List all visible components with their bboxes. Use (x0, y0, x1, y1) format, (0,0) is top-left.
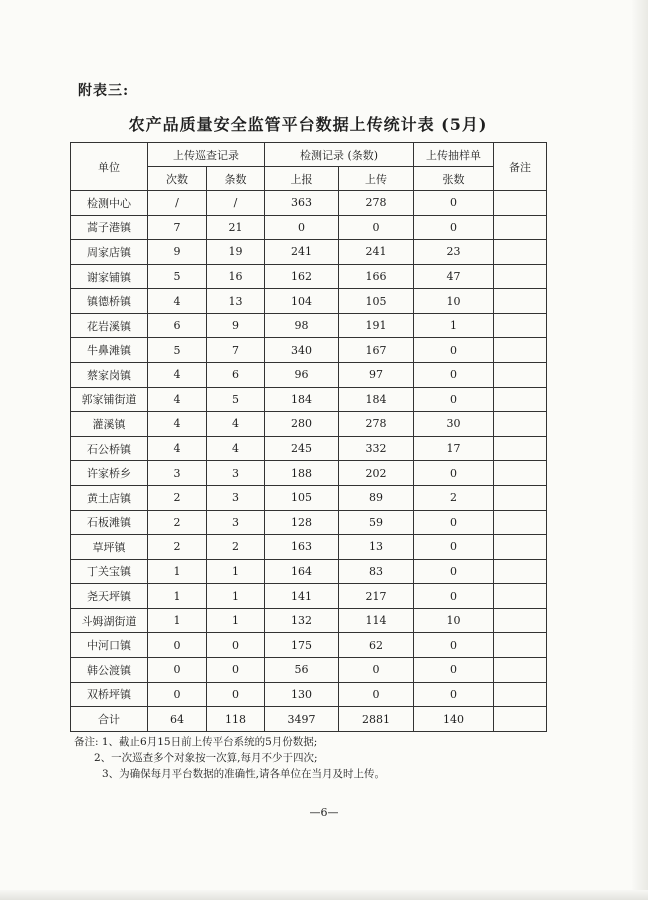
test-upload-cell: 62 (339, 633, 414, 658)
sampling-sheets-cell: 0 (414, 510, 494, 535)
test-upload-cell: 278 (339, 412, 414, 437)
unit-cell: 草坪镇 (71, 535, 148, 560)
sampling-sheets-cell: 23 (414, 240, 494, 265)
test-report-cell: 164 (265, 559, 339, 584)
header-patrol-items: 条数 (207, 167, 265, 191)
patrol-items-cell: 0 (207, 633, 265, 658)
page-bottom-shadow (0, 890, 648, 900)
table-row (71, 584, 547, 609)
remark-cell (494, 657, 547, 682)
test-report-cell: 98 (265, 313, 339, 338)
patrol-times-cell: 5 (148, 264, 207, 289)
total-patrol-times-cell: 64 (148, 707, 207, 732)
patrol-items-cell: 1 (207, 584, 265, 609)
patrol-times-cell: 4 (148, 387, 207, 412)
table-row (71, 240, 547, 265)
test-report-cell: 363 (265, 191, 339, 216)
unit-cell: 丁关宝镇 (71, 559, 148, 584)
test-report-cell: 128 (265, 510, 339, 535)
test-upload-cell: 0 (339, 657, 414, 682)
test-upload-cell: 0 (339, 682, 414, 707)
test-upload-cell: 59 (339, 510, 414, 535)
remark-cell (494, 682, 547, 707)
test-report-cell: 56 (265, 657, 339, 682)
patrol-times-cell: 0 (148, 682, 207, 707)
table-row (71, 338, 547, 363)
table-body (71, 191, 547, 732)
annex-label: 附表三: (78, 83, 130, 99)
test-upload-cell: 97 (339, 363, 414, 388)
test-upload-cell: 83 (339, 559, 414, 584)
total-unit-cell: 合计 (71, 707, 148, 732)
unit-cell: 石板滩镇 (71, 510, 148, 535)
test-report-cell: 132 (265, 608, 339, 633)
remark-cell (494, 313, 547, 338)
test-upload-cell: 278 (339, 191, 414, 216)
remark-cell (494, 215, 547, 240)
patrol-times-cell: 3 (148, 461, 207, 486)
test-upload-cell: 184 (339, 387, 414, 412)
test-report-cell: 245 (265, 436, 339, 461)
note-line: 2、一次巡查多个对象按一次算,每月不少于四次; (94, 752, 318, 764)
unit-cell: 双桥坪镇 (71, 682, 148, 707)
test-upload-cell: 217 (339, 584, 414, 609)
patrol-items-cell: 6 (207, 363, 265, 388)
remark-cell (494, 584, 547, 609)
header-sampling: 上传抽样单 (414, 143, 494, 167)
patrol-times-cell: 4 (148, 412, 207, 437)
table-row (71, 313, 547, 338)
table-row (71, 436, 547, 461)
unit-cell: 中河口镇 (71, 633, 148, 658)
remark-cell (494, 608, 547, 633)
test-upload-cell: 332 (339, 436, 414, 461)
remark-cell (494, 559, 547, 584)
unit-cell: 许家桥乡 (71, 461, 148, 486)
remark-cell (494, 436, 547, 461)
test-report-cell: 241 (265, 240, 339, 265)
unit-cell: 尧天坪镇 (71, 584, 148, 609)
patrol-items-cell: 9 (207, 313, 265, 338)
table-row (71, 682, 547, 707)
total-test-upload-cell: 2881 (339, 707, 414, 732)
unit-cell: 蒿子港镇 (71, 215, 148, 240)
remark-cell (494, 412, 547, 437)
sampling-sheets-cell: 0 (414, 584, 494, 609)
patrol-items-cell: 7 (207, 338, 265, 363)
sampling-sheets-cell: 0 (414, 633, 494, 658)
sampling-sheets-cell: 0 (414, 682, 494, 707)
remark-cell (494, 363, 547, 388)
patrol-times-cell: 4 (148, 289, 207, 314)
header-test-report: 上报 (265, 167, 339, 191)
patrol-items-cell: 5 (207, 387, 265, 412)
test-upload-cell: 13 (339, 535, 414, 560)
patrol-times-cell: 2 (148, 535, 207, 560)
patrol-times-cell: 6 (148, 313, 207, 338)
table-row (71, 289, 547, 314)
sampling-sheets-cell: 0 (414, 191, 494, 216)
patrol-times-cell: 9 (148, 240, 207, 265)
header-remarks: 备注 (494, 143, 547, 191)
sampling-sheets-cell: 0 (414, 387, 494, 412)
remark-cell (494, 510, 547, 535)
patrol-times-cell: 5 (148, 338, 207, 363)
test-report-cell: 141 (265, 584, 339, 609)
header-patrol-times: 次数 (148, 167, 207, 191)
total-sampling-sheets-cell: 140 (414, 707, 494, 732)
patrol-items-cell: / (207, 191, 265, 216)
patrol-items-cell: 3 (207, 510, 265, 535)
sampling-sheets-cell: 10 (414, 608, 494, 633)
table-row (71, 412, 547, 437)
test-report-cell: 184 (265, 387, 339, 412)
patrol-times-cell: 0 (148, 633, 207, 658)
table-row (71, 387, 547, 412)
sampling-sheets-cell: 10 (414, 289, 494, 314)
test-report-cell: 163 (265, 535, 339, 560)
unit-cell: 牛鼻滩镇 (71, 338, 148, 363)
unit-cell: 检测中心 (71, 191, 148, 216)
test-upload-cell: 241 (339, 240, 414, 265)
notes-block (74, 734, 385, 782)
remark-cell (494, 240, 547, 265)
remark-cell (494, 289, 547, 314)
header-test: 检测记录 (条数) (265, 143, 414, 167)
sampling-sheets-cell: 0 (414, 215, 494, 240)
unit-cell: 黄土店镇 (71, 485, 148, 510)
table-row (71, 485, 547, 510)
test-upload-cell: 167 (339, 338, 414, 363)
patrol-items-cell: 4 (207, 412, 265, 437)
unit-cell: 韩公渡镇 (71, 657, 148, 682)
patrol-times-cell: 4 (148, 436, 207, 461)
sampling-sheets-cell: 0 (414, 338, 494, 363)
total-patrol-items-cell: 118 (207, 707, 265, 732)
patrol-items-cell: 2 (207, 535, 265, 560)
sampling-sheets-cell: 0 (414, 363, 494, 388)
test-report-cell: 130 (265, 682, 339, 707)
patrol-items-cell: 13 (207, 289, 265, 314)
table-row (71, 264, 547, 289)
test-report-cell: 280 (265, 412, 339, 437)
unit-cell: 蔡家岗镇 (71, 363, 148, 388)
test-report-cell: 175 (265, 633, 339, 658)
total-remark-cell (494, 707, 547, 732)
sampling-sheets-cell: 2 (414, 485, 494, 510)
sampling-sheets-cell: 17 (414, 436, 494, 461)
remark-cell (494, 338, 547, 363)
patrol-times-cell: 1 (148, 584, 207, 609)
total-row (71, 707, 547, 732)
patrol-times-cell: 2 (148, 485, 207, 510)
table-row (71, 215, 547, 240)
header-patrol: 上传巡查记录 (148, 143, 265, 167)
unit-cell: 石公桥镇 (71, 436, 148, 461)
test-upload-cell: 89 (339, 485, 414, 510)
remark-cell (494, 461, 547, 486)
test-report-cell: 0 (265, 215, 339, 240)
patrol-times-cell: 1 (148, 608, 207, 633)
test-upload-cell: 0 (339, 215, 414, 240)
sampling-sheets-cell: 0 (414, 657, 494, 682)
table-row (71, 461, 547, 486)
statistics-table (70, 142, 547, 732)
page-edge-shadow (632, 0, 648, 900)
sampling-sheets-cell: 0 (414, 461, 494, 486)
unit-cell: 谢家铺镇 (71, 264, 148, 289)
header-sampling-sheets: 张数 (414, 167, 494, 191)
sampling-sheets-cell: 1 (414, 313, 494, 338)
unit-cell: 灌溪镇 (71, 412, 148, 437)
table-row (71, 633, 547, 658)
unit-cell: 镇德桥镇 (71, 289, 148, 314)
patrol-items-cell: 19 (207, 240, 265, 265)
patrol-items-cell: 1 (207, 608, 265, 633)
patrol-times-cell: 1 (148, 559, 207, 584)
table-row (71, 608, 547, 633)
table-row (71, 510, 547, 535)
patrol-items-cell: 4 (207, 436, 265, 461)
table-row (71, 363, 547, 388)
test-report-cell: 104 (265, 289, 339, 314)
remark-cell (494, 387, 547, 412)
unit-cell: 花岩溪镇 (71, 313, 148, 338)
test-report-cell: 105 (265, 485, 339, 510)
unit-cell: 郭家铺街道 (71, 387, 148, 412)
test-upload-cell: 114 (339, 608, 414, 633)
test-upload-cell: 191 (339, 313, 414, 338)
table-title: 农产品质量安全监管平台数据上传统计表 (5月) (128, 115, 488, 134)
total-test-report-cell: 3497 (265, 707, 339, 732)
test-report-cell: 340 (265, 338, 339, 363)
remark-cell (494, 485, 547, 510)
test-upload-cell: 105 (339, 289, 414, 314)
patrol-times-cell: 0 (148, 657, 207, 682)
note-line: 备注: 1、截止6月15日前上传平台系统的5月份数据; (74, 736, 318, 748)
remark-cell (494, 535, 547, 560)
patrol-times-cell: 7 (148, 215, 207, 240)
sampling-sheets-cell: 47 (414, 264, 494, 289)
remark-cell (494, 191, 547, 216)
patrol-times-cell: 4 (148, 363, 207, 388)
unit-cell: 斗姆湖街道 (71, 608, 148, 633)
test-report-cell: 188 (265, 461, 339, 486)
sampling-sheets-cell: 0 (414, 559, 494, 584)
patrol-items-cell: 1 (207, 559, 265, 584)
remark-cell (494, 264, 547, 289)
test-upload-cell: 166 (339, 264, 414, 289)
patrol-items-cell: 16 (207, 264, 265, 289)
table-row (71, 559, 547, 584)
patrol-items-cell: 3 (207, 485, 265, 510)
patrol-items-cell: 0 (207, 657, 265, 682)
test-upload-cell: 202 (339, 461, 414, 486)
sampling-sheets-cell: 0 (414, 535, 494, 560)
test-report-cell: 162 (265, 264, 339, 289)
patrol-times-cell: / (148, 191, 207, 216)
table-row (71, 191, 547, 216)
sampling-sheets-cell: 30 (414, 412, 494, 437)
header-test-upload: 上传 (339, 167, 414, 191)
unit-cell: 周家店镇 (71, 240, 148, 265)
note-line: 3、为确保每月平台数据的准确性,请各单位在当月及时上传。 (102, 768, 386, 780)
patrol-times-cell: 2 (148, 510, 207, 535)
table-row (71, 657, 547, 682)
patrol-items-cell: 3 (207, 461, 265, 486)
patrol-items-cell: 0 (207, 682, 265, 707)
test-report-cell: 96 (265, 363, 339, 388)
remark-cell (494, 633, 547, 658)
header-unit: 单位 (71, 143, 148, 191)
table-row (71, 535, 547, 560)
patrol-items-cell: 21 (207, 215, 265, 240)
page-number: —6— (309, 806, 339, 819)
